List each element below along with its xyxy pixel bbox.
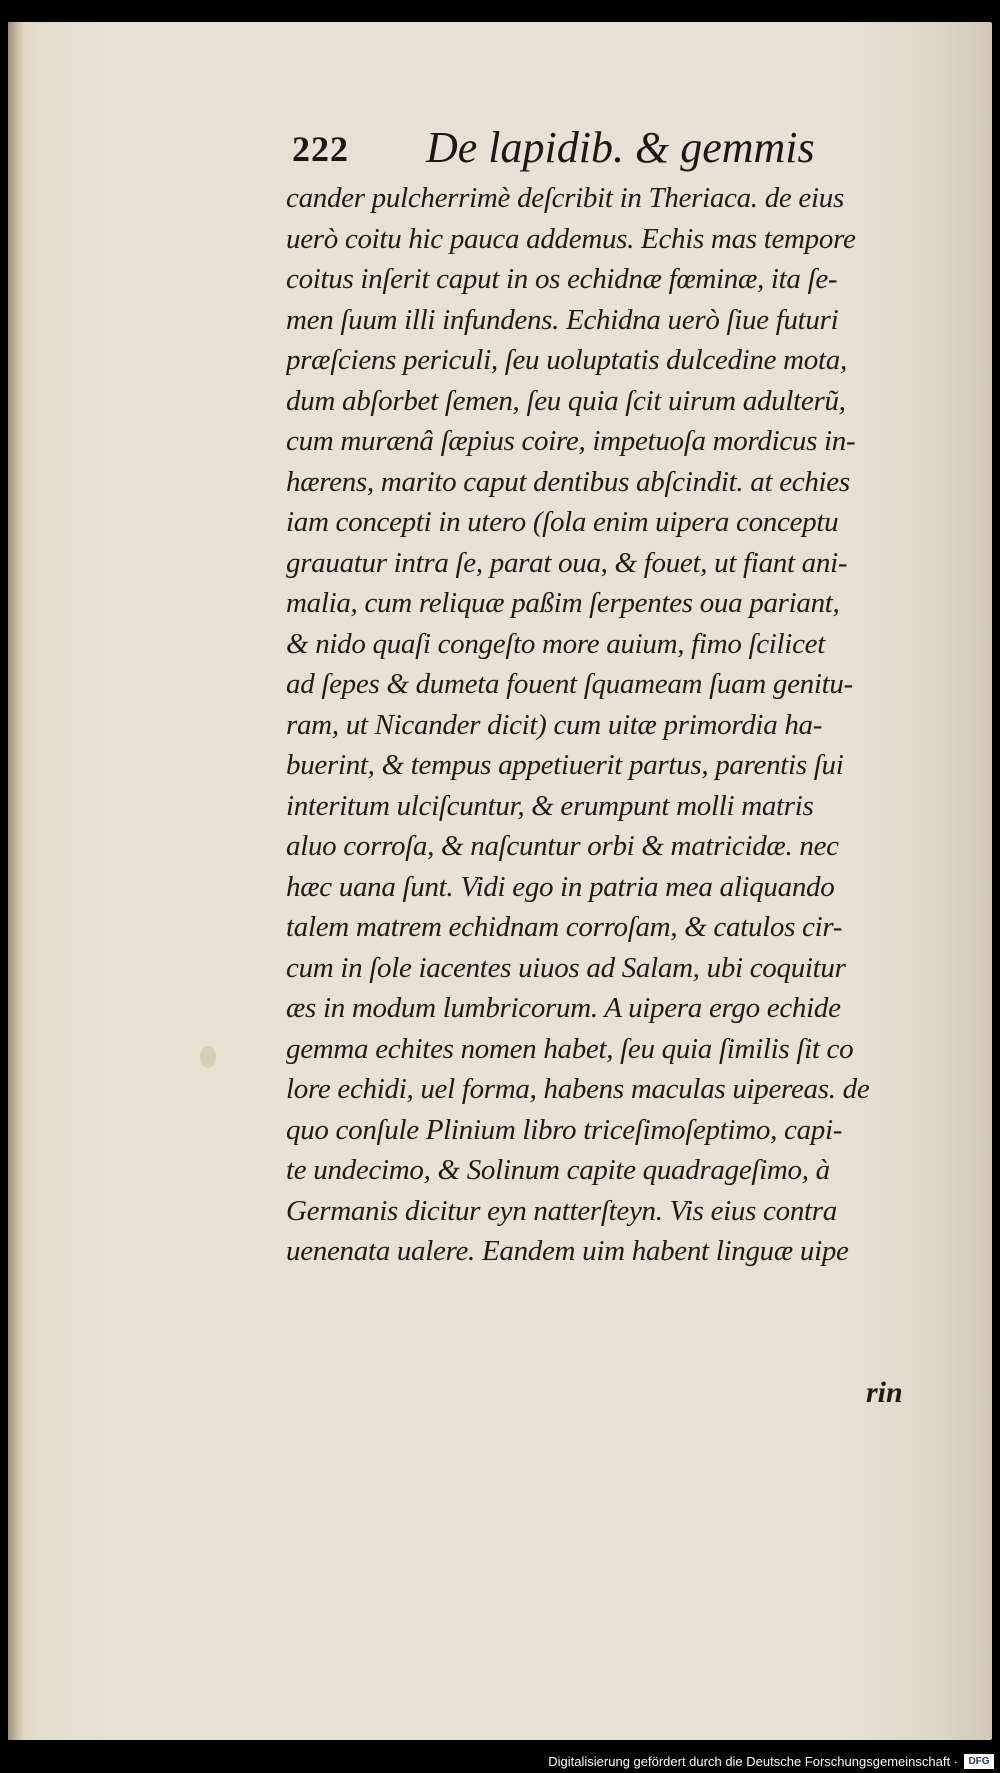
footer-credit <box>548 1749 1000 1773</box>
text-line: coitus inſerit caput in os echidnæ fœminæ, ita ſe- <box>286 263 838 295</box>
page-number: 222 <box>292 129 349 169</box>
funding-credit-text: Digitalisierung gefördert durch die Deutsche Forschungsgemeinschaft · <box>548 1753 958 1769</box>
text-line: cander pulcherrimè deſcribit in Theriaca. de eius <box>286 182 844 214</box>
text-line: ad ſepes & dumeta fouent ſquameam ſuam genitu- <box>286 668 853 700</box>
text-line: lore echidi, uel forma, habens maculas uipereas. de <box>286 1073 870 1105</box>
text-line: interitum ulciſcuntur, & erumpunt molli matris <box>286 789 814 822</box>
text-line: malia, cum reliquæ paßim ſerpentes oua pariant, <box>286 587 840 619</box>
text-line: talem matrem echidnam corroſam, & catulos cir- <box>286 911 843 943</box>
text-line: ram, ut Nicander dicit) cum uitæ primordia ha- <box>286 708 823 741</box>
text-line: cum in ſole iacentes uiuos ad Salam, ubi coquitur <box>286 951 846 984</box>
text-line: hæc uana ſunt. Vidi ego in patria mea aliquando <box>286 870 835 903</box>
text-line: grauatur intra ſe, parat oua, & fouet, ut fiant ani- <box>286 546 848 579</box>
text-line: men ſuum illi infundens. Echidna uerò ſiue futuri <box>286 303 839 336</box>
dfg-logo-icon: DFG <box>964 1754 994 1769</box>
text-line: gemma echites nomen habet, ſeu quia ſimilis ſit co <box>286 1032 854 1065</box>
catchword: rin <box>866 1376 903 1409</box>
running-title: De lapidib. & gemmis <box>426 123 815 172</box>
text-line: Germanis dicitur eyn natterſteyn. Vis eius contra <box>286 1194 837 1227</box>
page-header <box>292 122 852 182</box>
text-line: hærens, marito caput dentibus abſcindit. at echies <box>286 465 850 498</box>
body-text <box>286 178 926 1272</box>
text-line: iam concepti in utero (ſola enim uipera conceptu <box>286 506 839 538</box>
text-line: quo conſule Plinium libro triceſimoſeptimo, capi- <box>286 1113 843 1146</box>
page-gutter-shadow <box>8 22 24 1740</box>
text-line: & nido quaſi congeſto more auium, fimo ſcilicet <box>286 627 825 660</box>
text-line: æs in modum lumbricorum. A uipera ergo echide <box>286 992 841 1024</box>
text-line: te undecimo, & Solinum capite quadrageſimo, à <box>286 1154 830 1186</box>
text-line: uenenata ualere. Eandem uim habent linguæ uipe <box>286 1235 849 1267</box>
text-line: buerint, & tempus appetiuerit partus, parentis ſui <box>286 749 844 781</box>
text-line: uerò coitu hic pauca addemus. Echis mas tempore <box>286 222 856 255</box>
text-line: præſciens periculi, ſeu uoluptatis dulcedine mota, <box>286 344 847 376</box>
paper-stain <box>200 1046 216 1068</box>
text-line: aluo corroſa, & naſcuntur orbi & matricidæ. nec <box>286 830 839 862</box>
text-line: cum murænâ ſæpius coire, impetuoſa mordicus in- <box>286 425 856 457</box>
text-line: dum abſorbet ſemen, ſeu quia ſcit uirum adulterũ, <box>286 384 846 417</box>
